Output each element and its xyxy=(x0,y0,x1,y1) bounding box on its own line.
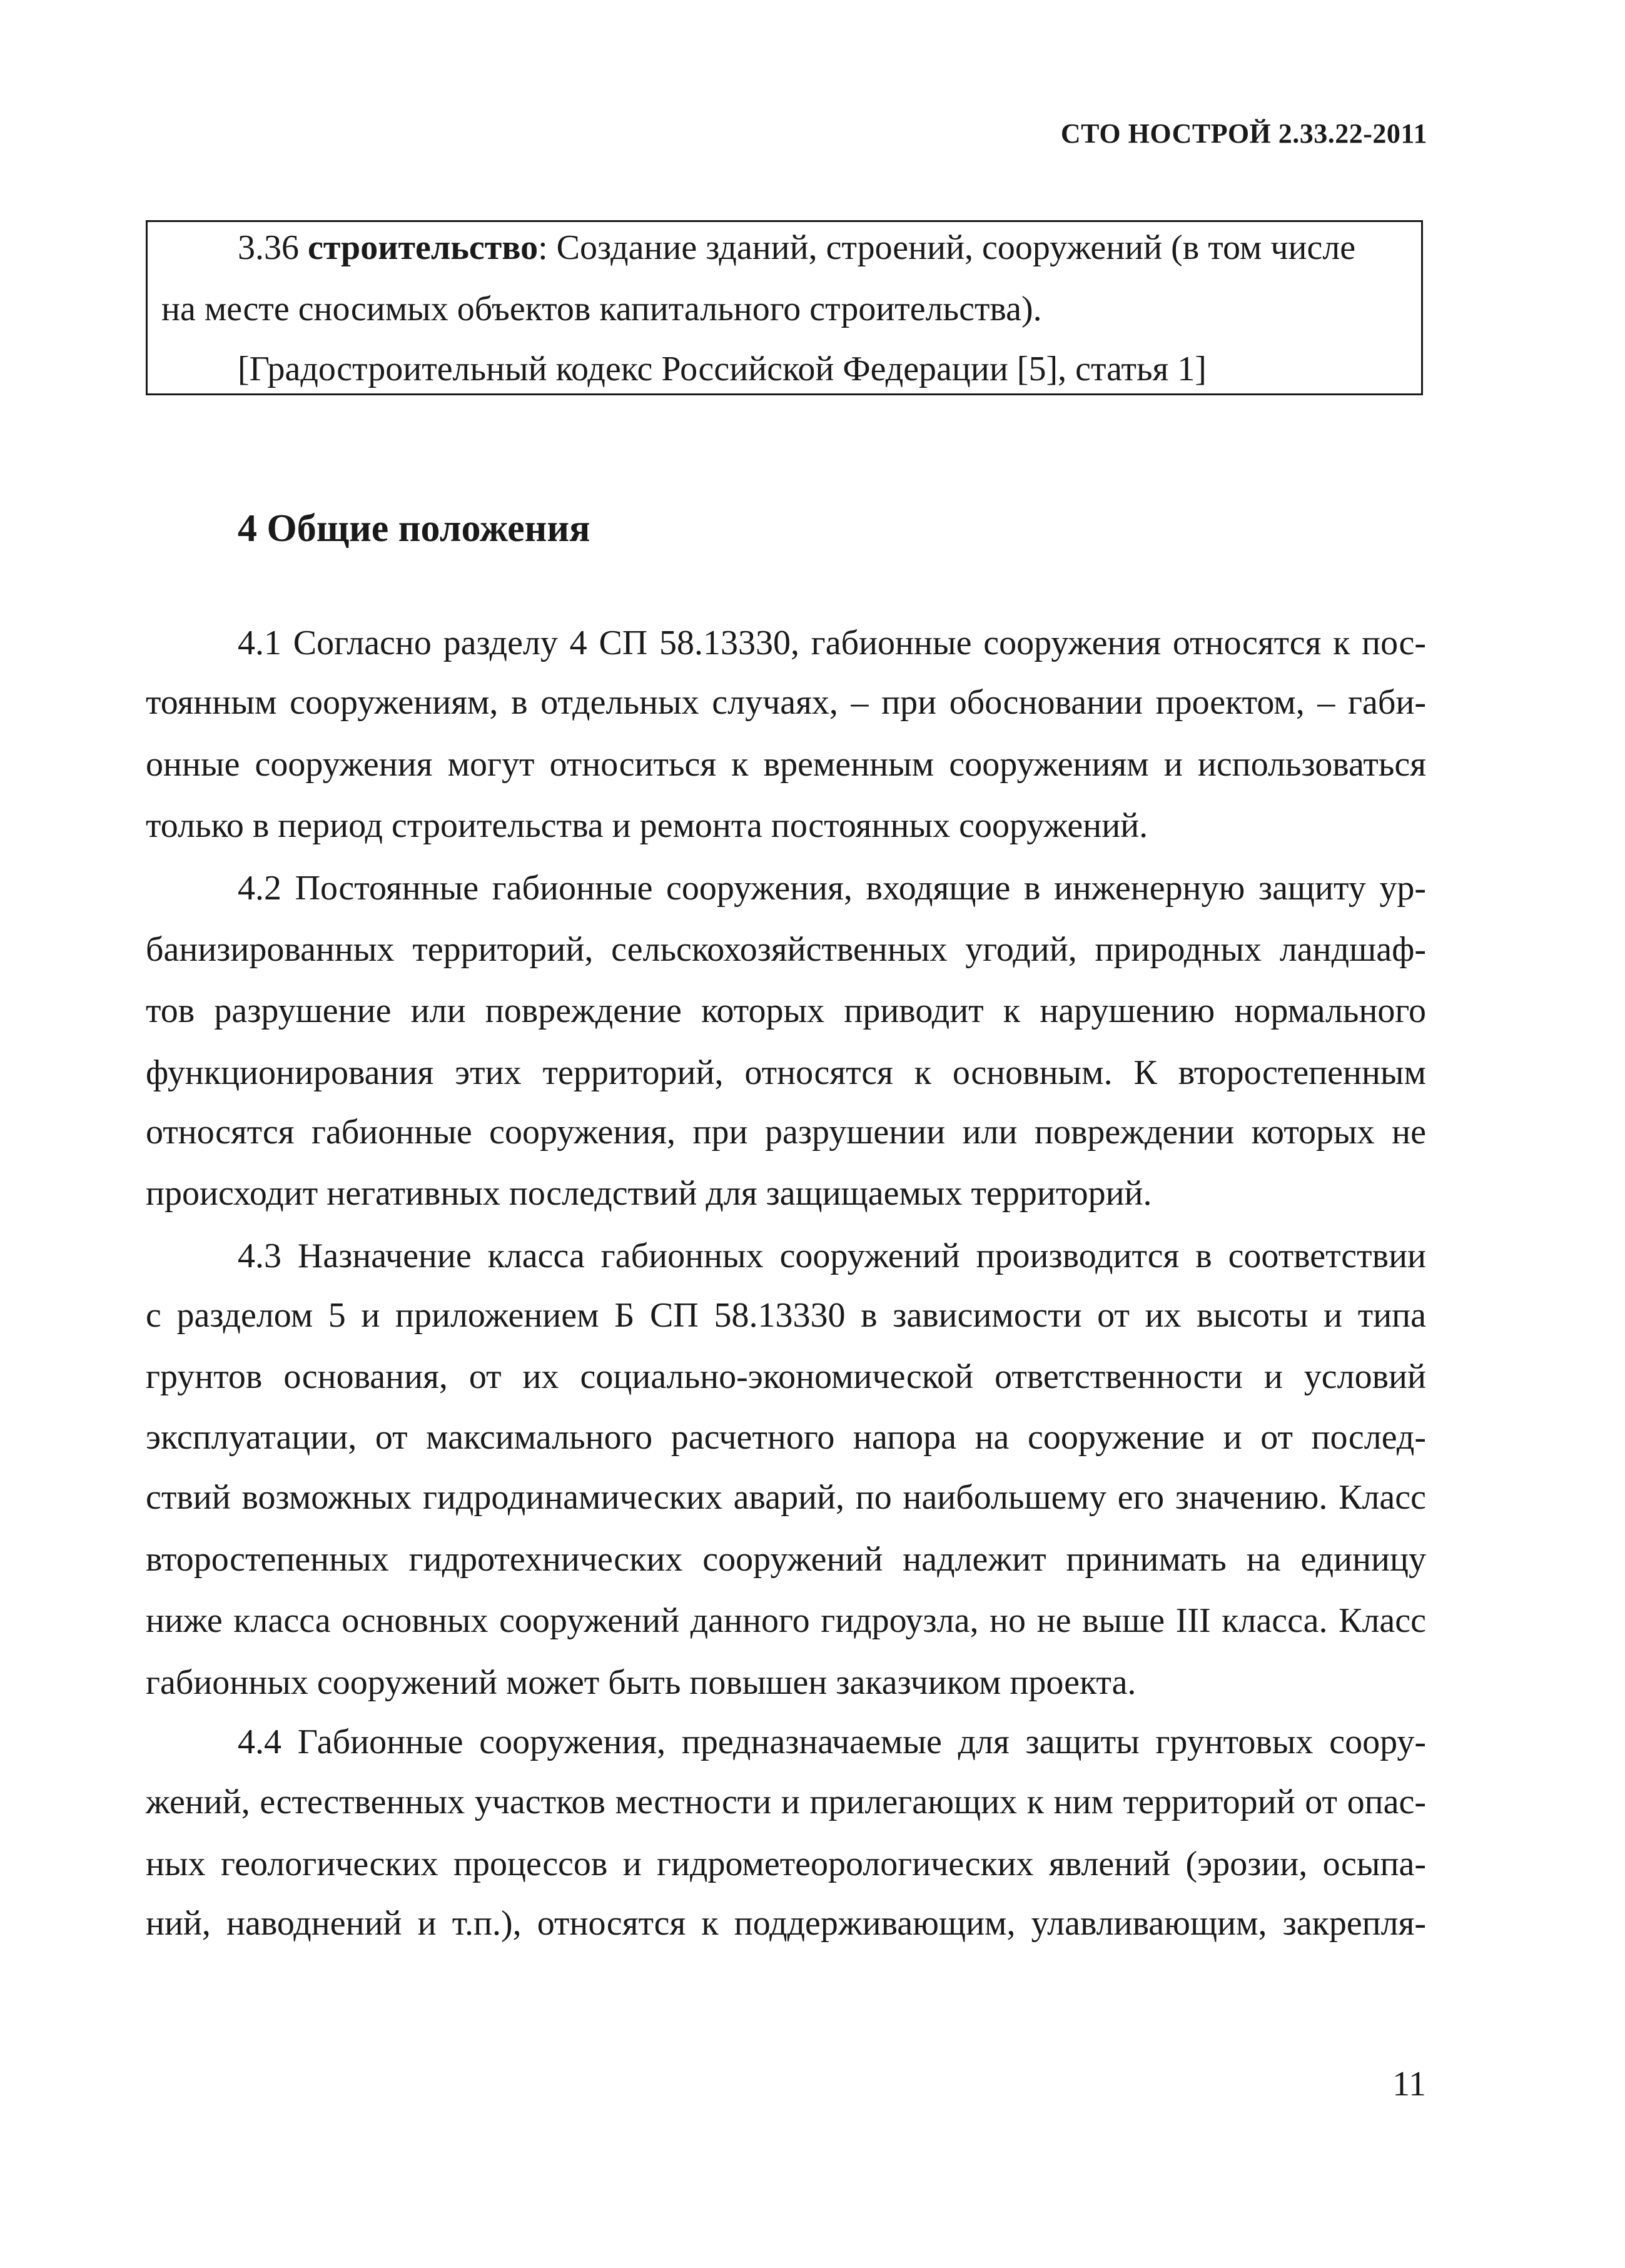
term-definition-start: : Создание зданий, строений, сооружений (в том числе xyxy=(538,228,1356,267)
paragraph-line: 4.1 Согласно разделу 4 СП 58.13330, габионные сооружения относятся к пос- xyxy=(238,624,1426,662)
paragraph-line: тоянным сооружениям, в отдельных случаях, – при обосновании проектом, – габи- xyxy=(146,683,1426,722)
paragraph-line: эксплуатации, от максимального расчетного напора на сооружение и от послед- xyxy=(146,1418,1426,1457)
paragraph-line: банизированных территорий, сельскохозяйственных угодий, природных ландшаф- xyxy=(146,930,1426,969)
paragraph-line: второстепенных гидротехнических сооружений надлежит принимать на единицу xyxy=(146,1540,1426,1579)
term-line-2: на месте сносимых объектов капитального строительства). xyxy=(161,290,1042,328)
page-number: 11 xyxy=(1392,2065,1426,2103)
paragraph-line: тов разрушение или повреждение которых приводит к нарушению нормального xyxy=(146,991,1426,1030)
paragraph-line: функционирования этих территорий, относятся к основным. К второстепенным xyxy=(146,1053,1426,1092)
paragraph-line: грунтов основания, от их социально-экономической ответственности и условий xyxy=(146,1357,1426,1396)
term-word: строительство xyxy=(308,228,539,267)
paragraph-line: 4.3 Назначение класса габионных сооружений производится в соответствии xyxy=(238,1237,1426,1275)
document-code-header: СТО НОСТРОЙ 2.33.22-2011 xyxy=(1060,118,1427,149)
paragraph-line: ных геологических процессов и гидрометеорологических явлений (эрозии, осыпа- xyxy=(146,1845,1426,1883)
paragraph-line: габионных сооружений может быть повышен заказчиком проекта. xyxy=(146,1663,1136,1702)
term-number: 3.36 xyxy=(238,228,299,267)
paragraph-line: жений, естественных участков местности и прилегающих к ним территорий от опас- xyxy=(146,1783,1426,1821)
paragraph-line: онные сооружения могут относиться к временным сооружениям и использоваться xyxy=(146,745,1426,784)
paragraph-line: только в период строительства и ремонта постоянных сооружений. xyxy=(146,806,1148,845)
paragraph-line: ниже класса основных сооружений данного гидроузла, но не выше III класса. Класс xyxy=(146,1601,1426,1640)
paragraph-line: ствий возможных гидродинамических аварий, по наибольшему его значению. Класс xyxy=(146,1478,1426,1517)
paragraph-line: 4.4 Габионные сооружения, предназначаемые для защиты грунтовых соору- xyxy=(238,1723,1426,1761)
paragraph-line: с разделом 5 и приложением Б СП 58.13330 в зависимости от их высоты и типа xyxy=(146,1296,1426,1335)
paragraph-line: происходит негативных последствий для защищаемых территорий. xyxy=(146,1174,1152,1213)
paragraph-line: относятся габионные сооружения, при разрушении или повреждении которых не xyxy=(146,1113,1426,1152)
paragraph-line: 4.2 Постоянные габионные сооружения, входящие в инженерную защиту ур- xyxy=(238,869,1426,908)
term-source-reference: [Градостроительный кодекс Российской Федерации [5], статья 1] xyxy=(238,350,1207,388)
section-heading: 4 Общие положения xyxy=(238,507,590,550)
term-line-1 xyxy=(238,230,1355,265)
paragraph-line: ний, наводнений и т.п.), относятся к поддерживающим, улавливающим, закрепля- xyxy=(146,1904,1426,1943)
